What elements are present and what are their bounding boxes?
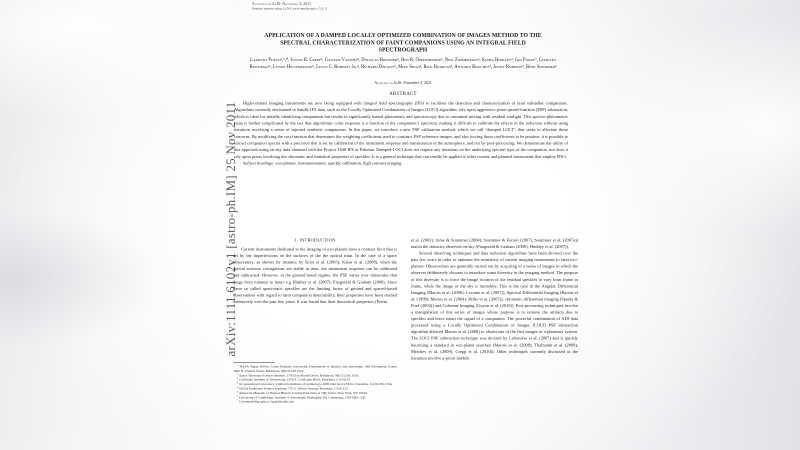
right-column-paragraph-1: et al. (2003); Aime & Soummer (2004); Soummer & Ferrari (2007); Soummer et al. (2007a)) match the statistics observed on-sky (Fitzgerald & Graham (2006); Hinkley et al. (2007)).	[411, 237, 578, 250]
abstract-heading: ABSTRACT	[389, 91, 417, 97]
abstract-body: High-contrast imaging instruments are now being equipped with integral field spectrographs (IFS) to facilitate the detection and characterization of faint substellar companions. Algorithms currently envisioned to handle IFS data, such as the Locally Optimized Combination of Images (LOCI) algorithm, rely upon aggressive point-spread-function (PSF) subtraction, which is ideal for initially identifying companions but results in significantly biased photometry and spectroscopy due to unwanted mixing with residual starlight. This spectro-photometric issue is further complicated by the fact that algorithmic color response is a function of the companion’s spectrum, making it difficult to calibrate the effects of the reduction without using iterations involving a series of injected synthetic companions. In this paper, we introduce a new PSF calibration method, which we call “damped LOCI”, that seeks to alleviate these concerns. By modifying the cost function that determines the weighting coefficients used to construct PSF reference images, and also forcing those coefficients to be positive, it is possible to extract companion spectra with a precision that is set by calibration of the instrument response and transmission of the atmosphere, and not by post-processing. We demonstrate the utility of this approach using on-sky data obtained with the Project 1640 IFS at Palomar. Damped-LOCI does not require any iterations on the underlying spectral type of the companion, nor does it rely upon priors involving the chromatic and statistical properties of speckles. It is a general technique that can readily be applied to other current and planned instruments that employ IFS’s.	[234, 100, 568, 159]
intro-left-paragraph: Current instruments dedicated to the imaging of exo-planets have a contrast floor that is set by the imperfections on the surfaces of the the optical train. In the case of a space observatory, as shown for instance by Krist et al. (2005); Kalas et al. (2008), when the optical surfaces corrugations are stable in time, the instrument response can be calibrated and subtracted. However, in the ground based regime, the PSF varies over timescales that range from minutes to hours e.g Hinkley et al. (2007); Fitzgerald & Graham (2006). Since these so called quasi-static speckles are the limiting factor of ground and spaced-based observations with regard to faint companion detectability, their properties have been studied extensively over the past few years. It was found that their theoretical properties (Perrin	[233, 246, 397, 304]
footnote-item	[233, 365, 397, 374]
footnote-mark: 3	[237, 377, 239, 381]
author-list: Laurent Pueyo¹,²,*, Justin R. Crepp³, Gautam Vasisht⁴, Douglas Brenner⁶, Ben R. Oppenheimer⁶, Neil Zimmerman⁶, Sasha Hinkley³, Ian Parry⁷, Charles Beichman⁵, Lynne Hillenbrand³, Lewis C. Roberts Jr.⁴, Richard Dekany³, Mike Shao⁴, Rick Burruss⁴, Antonin Bouchez³, Jenny Roberts³, Rémi Soummer²	[249, 57, 557, 70]
footnote-mark: 2	[237, 373, 239, 376]
footnote-mark: 7	[237, 395, 239, 398]
footnote-mark: 1	[237, 364, 239, 367]
subject-headings-text: exo-planets, instrumentation, speckle calibration, high contrast imaging	[275, 160, 402, 166]
preprint-note: Preprint typeset using LaTeX style emulateapj v. 5/2/11	[252, 7, 328, 11]
right-column	[411, 237, 578, 361]
footnote-text: NASA Exoplanet Science Institute, 770 S. Wilson Avenue, Pasadena, CA 91125	[239, 386, 348, 391]
footnote-mark: 5	[237, 386, 239, 389]
intro-heading: 1. INTRODUCTION	[294, 237, 336, 243]
accepted-date-line	[243, 81, 563, 86]
paper-title: APPLICATION OF A DAMPED LOCALLY OPTIMIZED COMBINATION OF IMAGES METHOD TO THE SPECTRAL CHARACTERIZATION OF FAINT COMPANIONS USING AN INTEGRAL FIELD SPECTROGRAPH	[264, 32, 542, 54]
accepted-date: November 3, 2011	[403, 80, 432, 85]
footnote-text: American Museum of Natural History, Central Park West at 79th Street, New York, NY 10024	[238, 391, 368, 395]
footnote-item	[233, 400, 397, 404]
accepted-label: Accepted to ApJS:	[374, 80, 403, 85]
footnote-text: Corresponding author: lap@pha.jhu.edu	[239, 400, 294, 404]
footnote-text: University of Cambridge, Institute of Astronomy, Madingley Rd, Cambridge, CB3 0HA, UK	[239, 395, 366, 400]
footnote-text: NASA Sagan Fellow, Johns Hopkins University, Department of physics and astronomy, 366 Bloomberg Center 3400 N. Charles Street, Baltimore, MD 21218 USA	[233, 365, 397, 373]
arxiv-stamp: arXiv:1111.6102v1 [astro-ph.IM] 25 Nov 2011	[223, 101, 238, 357]
footnote-text: California Institute of Technology, 1200 E. California Blvd., Pasadena, CA 91125	[239, 378, 351, 382]
footnote-mark: 6	[237, 390, 239, 394]
footnote-mark: *	[237, 399, 239, 403]
footnote-rule	[233, 362, 275, 363]
right-column-paragraph-2: Several observing techniques and data reduction algorithms have been devised over the past few years in order to optimize the sensitivity of current imaging instruments to faint exo-planets. Observations are generally carried out by acquiring of a series of images in which the observer deliberately chooses to introduce some diversity in the imaging method. The purpose of this diversity is to force the image location of the residual speckles to vary from frame to frame, while the image of the sky is immobile. This is the case in the Angular Differential Imaging (Marois et al. (2006); Leconte et al. (2007)), Spectral Differential Imaging (Racine et al. (1999); Marois et al. (2004); Biller et al. (2007)), chromatic differential imaging (Sparks & Ford (2002)) and Coherent Imaging (Guyon et al. (2010)). Post-processing techniques involve a manipulation of this series of images whose purpose is to remove the artifacts due to speckles and leave intact the signal of a companion. The powerful combination of ADI data processed using a Locally Optimized Combination of Images (LOCI) PSF subtraction algorithm allowed Marois et al. (2008) to obtain one of the first images of a planetary system. The LOCI PSF subtraction technique was devised by Lafrenière et al. (2007) and is quickly becoming a standard in exo-planet searches (Marois et al. (2008); Thalmann et al. (2009); Metchev et al. (2009); Crepp et al. (2010)). Other techniques currently discussed in the literature involve a-priori models	[411, 250, 578, 361]
left-column	[233, 237, 397, 305]
paper-topmatter	[252, 2, 602, 11]
accepted-header: Accepted to ApJS: November 3, 2011	[252, 1, 312, 6]
footnote-text: Space Telescope Science Institute, 3700 San Martin Drive, Baltimore, MD 21218, USA	[239, 373, 359, 378]
abstract-section	[234, 100, 568, 167]
footnote-mark: 4	[237, 381, 239, 385]
subject-headings-label: Subject headings:	[243, 160, 275, 166]
footnote-block	[233, 362, 397, 405]
footnote-text: Jet propulsion Laboratory, California Institute of technology, 4800 Oak Grove Drive, Pasadena, CA 91109, USA	[239, 382, 393, 387]
subject-headings	[234, 160, 568, 167]
